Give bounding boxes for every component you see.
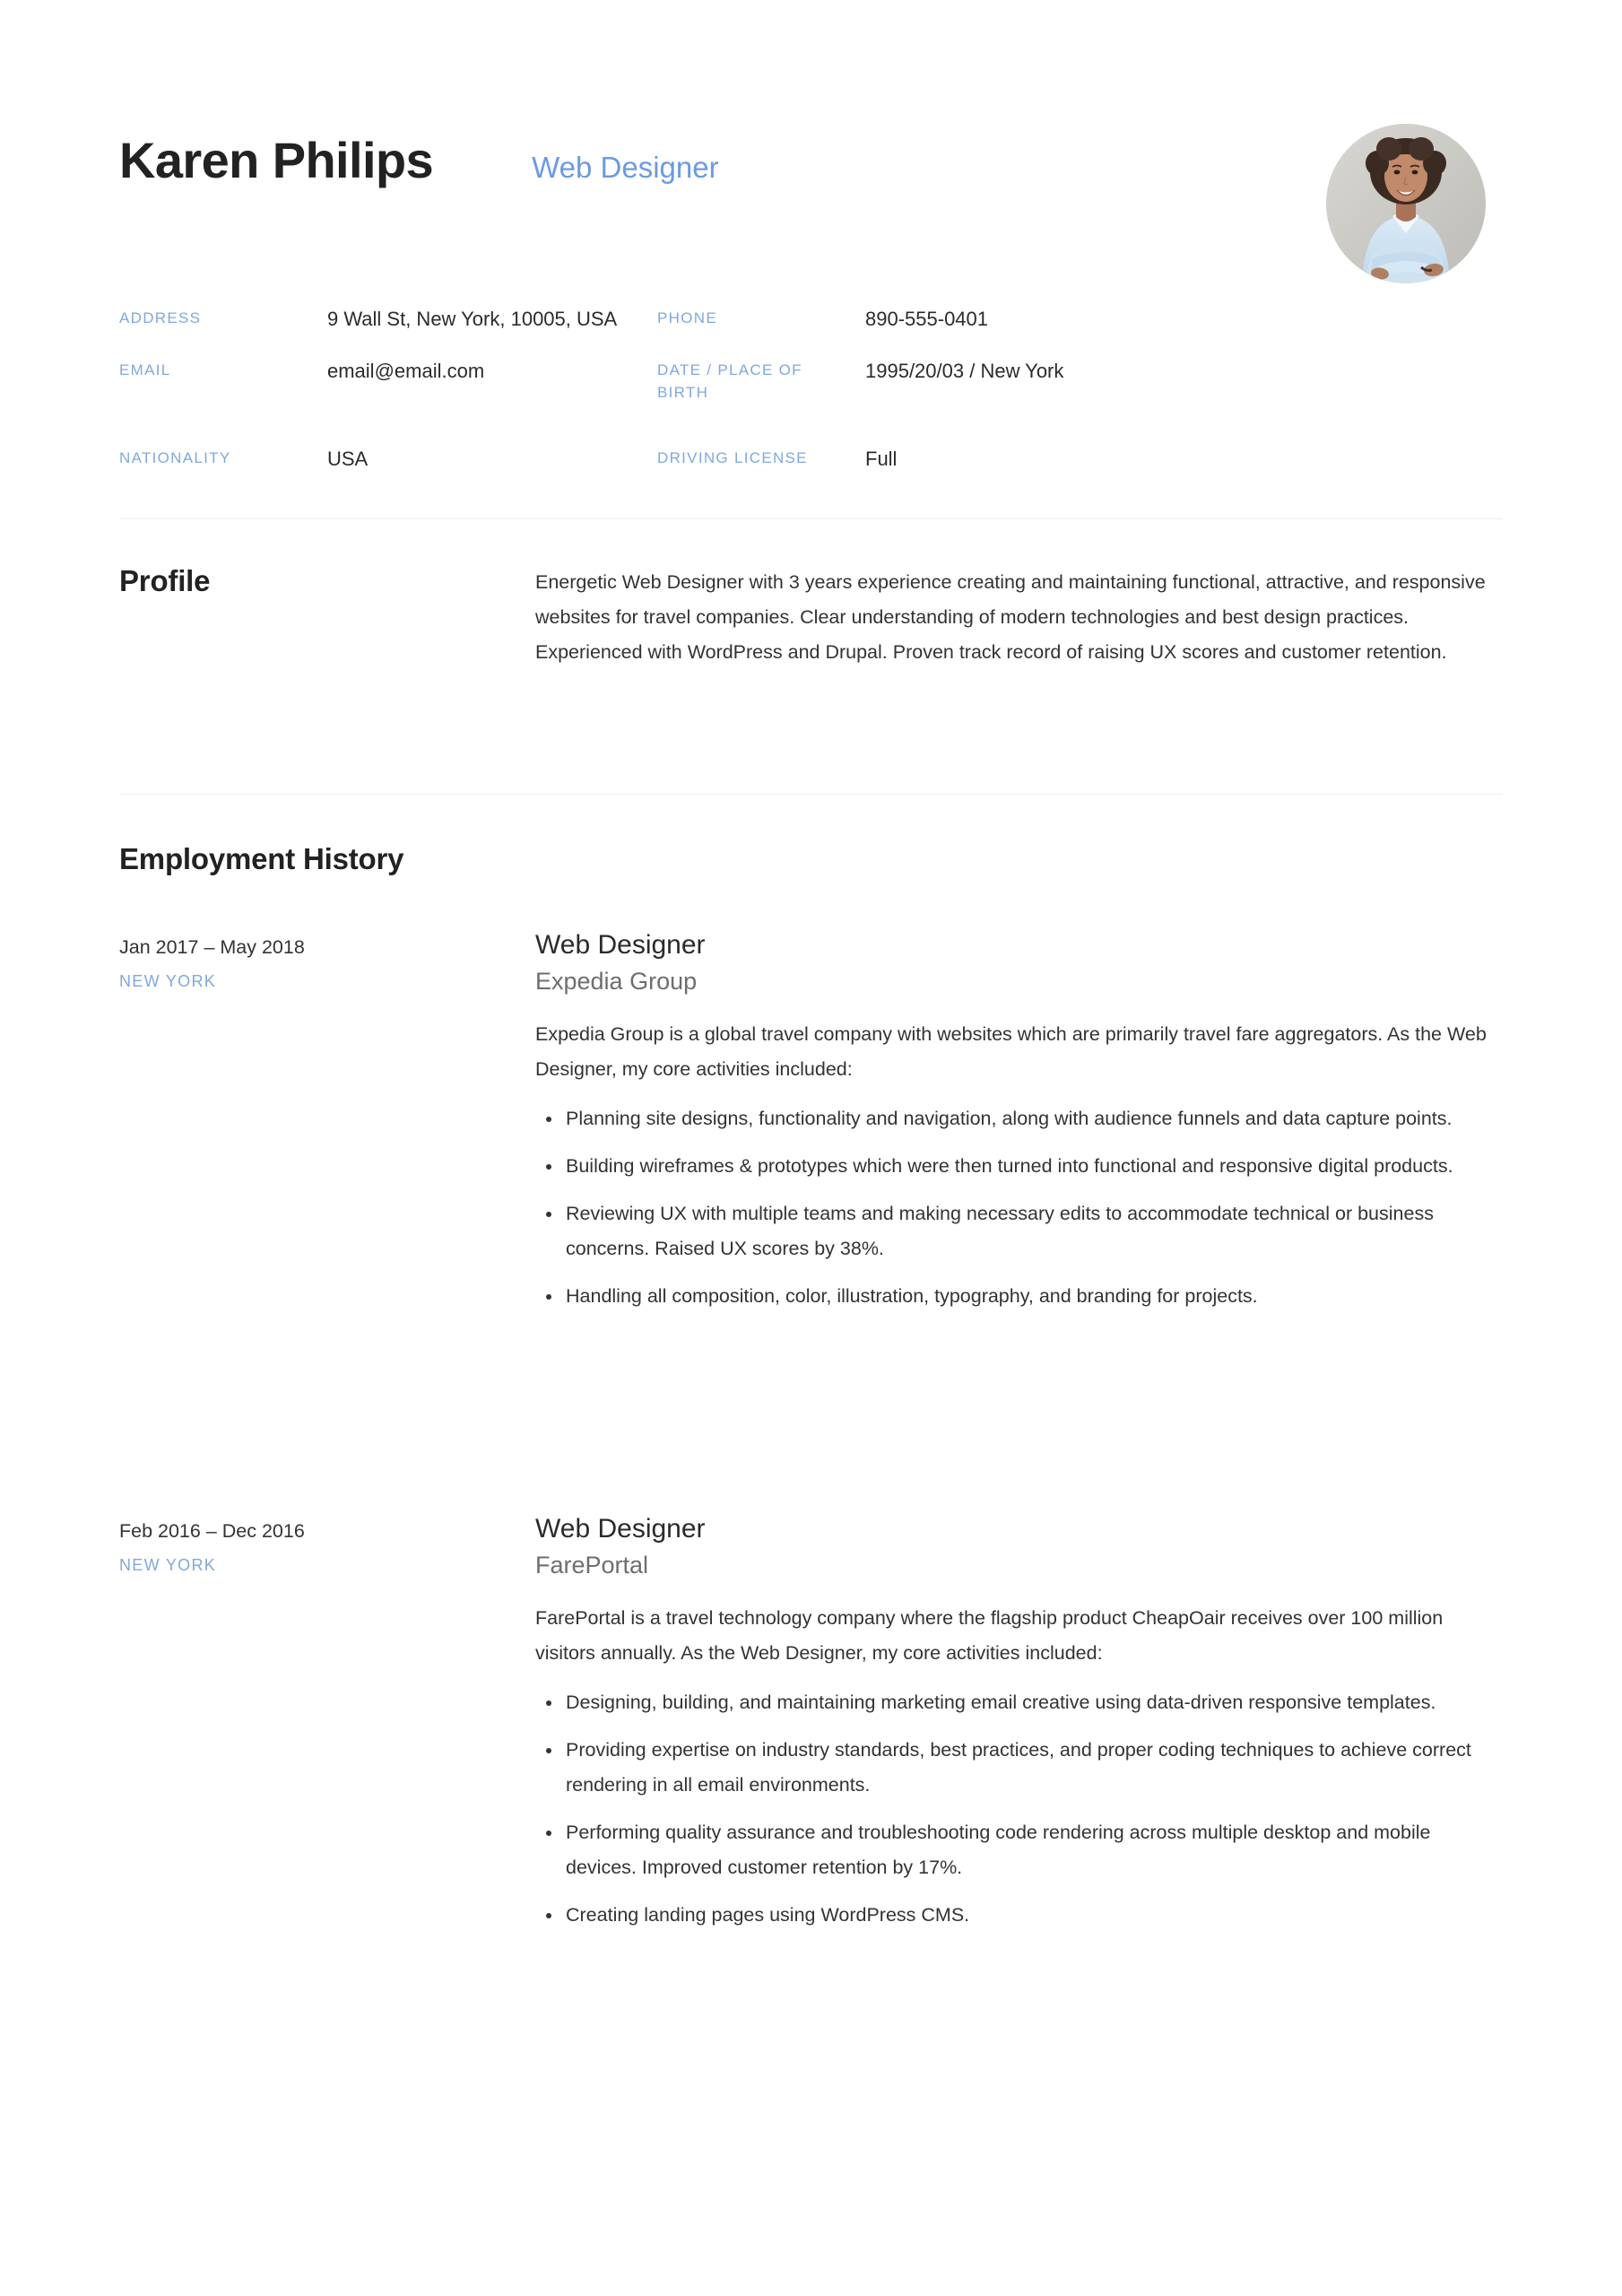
employment-bullet-list	[535, 1685, 1499, 1934]
spacer	[657, 404, 865, 445]
employment-dates: Jan 2017 – May 2018	[119, 936, 305, 958]
contact-value-phone: 890-555-0401	[865, 308, 989, 330]
avatar	[1326, 124, 1486, 283]
spacer	[657, 334, 865, 357]
contact-label-phone: PHONE	[657, 309, 717, 326]
name-title-row	[119, 132, 1503, 188]
list-item: Handling all composition, color, illustration, typography, and branding for projects.	[535, 1279, 1499, 1314]
spacer	[327, 334, 657, 357]
employment-detail-column	[535, 1512, 1499, 1946]
employment-company: Expedia Group	[535, 967, 698, 995]
contact-label-address: ADDRESS	[119, 309, 202, 326]
section-divider	[119, 518, 1503, 519]
contact-details	[119, 305, 1503, 474]
employment-meta-column	[119, 928, 535, 1326]
spacer	[865, 404, 1503, 445]
employment-meta-column	[119, 1512, 535, 1946]
employment-company: FarePortal	[535, 1551, 649, 1578]
employment-role: Web Designer	[535, 1514, 706, 1544]
profile-heading: Profile	[119, 564, 211, 597]
page-title: Karen Philips	[119, 132, 434, 188]
employment-heading: Employment History	[119, 842, 404, 875]
employment-description: Expedia Group is a global travel company with websites which are primarily travel fare aggregators. As the Web Designer, my core activities included:	[535, 1022, 1487, 1080]
contact-value-email: email@email.com	[327, 359, 485, 382]
employment-detail-column	[535, 928, 1499, 1326]
resume-header	[0, 0, 1622, 269]
list-item: Reviewing UX with multiple teams and making necessary edits to accommodate technical or business concerns. Raised UX scores by 38%.	[535, 1196, 1499, 1266]
employment-location: NEW YORK	[119, 972, 217, 991]
contact-label-driving-license: DRIVING LICENSE	[657, 449, 808, 467]
section-divider	[119, 794, 1503, 795]
list-item: Building wireframes & prototypes which were then turned into functional and responsive digital products.	[535, 1149, 1499, 1184]
contact-value-driving-license: Full	[865, 448, 898, 471]
contact-value-nationality: USA	[327, 448, 369, 471]
spacer	[119, 404, 327, 445]
header-job-title: Web Designer	[532, 151, 719, 184]
contact-label-email: EMAIL	[119, 361, 171, 378]
list-item: Providing expertise on industry standards, best practices, and proper coding techniques to achieve correct rendering in all email environments.	[535, 1733, 1499, 1803]
list-item: Planning site designs, functionality and navigation, along with audience funnels and data capture points.	[535, 1101, 1499, 1136]
list-item: Designing, building, and maintaining marketing email creative using data-driven responsive templates.	[535, 1685, 1499, 1720]
contact-value-date-place-of-birth: 1995/20/03 / New York	[865, 359, 1064, 382]
profile-layout	[119, 565, 1503, 670]
employment-bullet-list	[535, 1101, 1499, 1315]
contact-label-nationality: NATIONALITY	[119, 449, 231, 467]
list-item: Creating landing pages using WordPress CMS.	[535, 1898, 1499, 1933]
spacer	[119, 334, 327, 357]
spacer	[865, 334, 1503, 357]
employment-section-heading-wrap	[119, 843, 1503, 875]
employment-dates: Feb 2016 – Dec 2016	[119, 1520, 305, 1542]
profile-body-text: Energetic Web Designer with 3 years experience creating and maintaining functional, attractive, and responsive websites for travel companies. Clear understanding of modern technologies and best design practices. Experienced with WordPress and Drupal. Proven track record of raising UX scores and customer retention.	[535, 571, 1486, 664]
profile-section	[119, 565, 1503, 670]
spacer	[327, 404, 657, 445]
avatar-photo-icon	[1326, 124, 1486, 283]
employment-entry	[119, 1512, 1503, 1946]
contact-label-date-place-of-birth: DATE / PLACE OF BIRTH	[657, 361, 802, 401]
employment-description: FarePortal is a travel technology company where the flagship product CheapOair receives over 100 million visitors annually. As the Web Designer, my core activities included:	[535, 1606, 1444, 1664]
employment-entry	[119, 928, 1503, 1326]
employment-location: NEW YORK	[119, 1556, 217, 1575]
list-item: Performing quality assurance and troubleshooting code rendering across multiple desktop and mobile devices. Improved customer retention by 17%.	[535, 1815, 1499, 1885]
profile-heading-column	[119, 565, 535, 670]
contact-value-address: 9 Wall St, New York, 10005, USA	[327, 308, 618, 330]
employment-role: Web Designer	[535, 930, 706, 960]
